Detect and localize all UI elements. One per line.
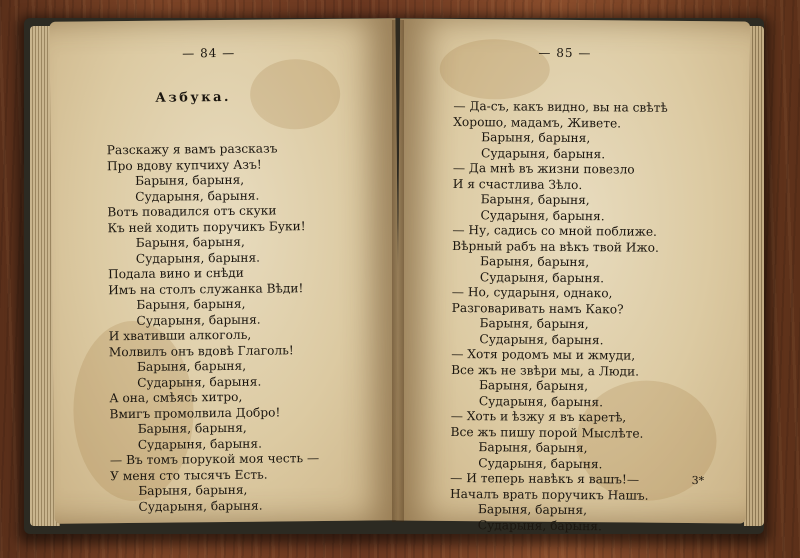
poem-line: Барыня, барыня,	[480, 192, 590, 208]
page-number: — 85 —	[538, 45, 592, 61]
poem-line: Вѣрный рабъ на вѣкъ твой Ижо.	[452, 238, 659, 255]
poem-line: Вмигъ промолвила Добро!	[109, 404, 281, 421]
right-page	[396, 18, 750, 533]
poem-line: Все жъ пишу порой Мыслѣте.	[450, 424, 644, 441]
poem-line: Сударыня, барыня.	[480, 207, 605, 223]
poem-line: Къ ней ходить поручикъ Буки!	[107, 218, 306, 235]
page-number: — 84 —	[182, 45, 236, 61]
poem-line: Барыня, барыня,	[136, 358, 247, 374]
poem-line: Про вдову купчиху Азъ!	[106, 157, 262, 173]
poem-line: Разскажу я вамъ разсказъ	[106, 141, 278, 158]
poem-line: — Въ томъ порукой моя честь —	[109, 451, 320, 468]
poem-line: Барыня, барыня,	[478, 440, 588, 456]
poem-line: — И теперь навѣкъ я вашъ!—	[450, 470, 640, 487]
poem-line: Сударыня, барыня.	[479, 269, 605, 285]
poem-line: Имъ на столъ служанка Вѣди!	[108, 280, 304, 297]
poem-line: Все жъ не звѣри мы, а Люди.	[451, 362, 640, 379]
poem-line: Барыня, барыня,	[134, 172, 245, 188]
poem-line: Барыня, барыня,	[135, 234, 245, 250]
poem-line: — Но, сударыня, однако,	[451, 284, 613, 301]
poem-line: Сударыня, барыня.	[135, 250, 261, 266]
poem-line: Барыня, барыня,	[477, 502, 588, 518]
poem-line: Барыня, барыня,	[478, 378, 589, 394]
poem-lines	[107, 141, 320, 515]
poem-line: Сударыня, барыня.	[138, 498, 263, 514]
poem-line: — Да мнѣ въ жизни повезло	[452, 160, 635, 177]
poem-line: — Да-съ, какъ видно, вы на свѣтѣ	[453, 98, 668, 115]
poem-line: Сударыня, барыня.	[135, 188, 260, 204]
poem-line: Сударыня, барыня.	[136, 312, 261, 328]
section-title: Азбука.	[155, 89, 232, 106]
signature-mark: 3*	[691, 474, 705, 488]
poem-line: А она, смѣясь хитро,	[109, 389, 243, 406]
poem-line: Барыня, барыня,	[480, 254, 590, 270]
poem-line: Барыня, барыня,	[481, 130, 591, 146]
poem-line: Сударыня, барыня.	[137, 374, 262, 390]
poem-line: Сударыня, барыня.	[478, 455, 603, 471]
poem-line: Сударыня, барыня.	[478, 393, 604, 409]
poem-line: Сударыня, барыня.	[479, 331, 604, 347]
book-gutter	[392, 20, 404, 522]
poem-line: Вотъ повадился отъ скуки	[107, 203, 277, 220]
poem-line: Сударыня, барыня.	[480, 145, 606, 161]
poem-lines	[450, 99, 668, 535]
poem-line: Началъ врать поручикъ Нашъ.	[449, 486, 649, 503]
poem-line: Подала вино и снѣди	[107, 265, 244, 282]
poem-line: Барыня, барыня,	[479, 316, 589, 332]
poem-line: У меня сто тысячъ Есть.	[110, 467, 268, 483]
poem-line: Хорошо, мадамъ, Живете.	[453, 114, 622, 130]
left-page	[49, 18, 400, 524]
poem-line: — Хоть и ѣзжу я въ каретѣ,	[450, 408, 627, 425]
poem-line: Барыня, барыня,	[136, 296, 246, 312]
poem-line: Разговаривать намъ Како?	[451, 300, 624, 316]
poem-line: И я счастлива Зѣло.	[452, 176, 583, 192]
poem-line: И хвативши алкоголь,	[108, 327, 252, 344]
poem-line: Барыня, барыня,	[137, 420, 247, 436]
poem-line: — Ну, садись со мной поближе.	[452, 222, 658, 239]
poem-line: — Хотя родомъ мы и жмуди,	[451, 346, 636, 363]
poem-line: Сударыня, барыня.	[477, 517, 602, 533]
poem-line: Сударыня, барыня.	[137, 436, 263, 452]
poem-line: Молвилъ онъ вдовѣ Глаголь!	[108, 342, 294, 359]
poem-line: Барыня, барыня,	[138, 482, 248, 498]
